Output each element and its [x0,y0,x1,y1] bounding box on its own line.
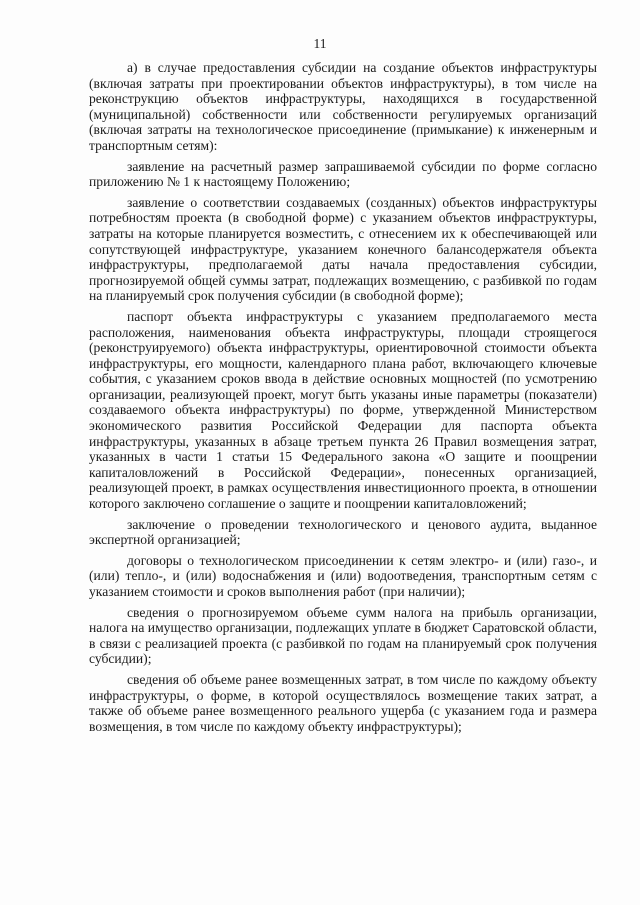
paragraph-tax-forecast: сведения о прогнозируемом объеме сумм налога на прибыль организации, налога на имущество организации, подлежащих уплате в бюджет Саратовской области, в связи с реализацией проекта (с разбивкой по годам на планируемый срок получения субсидии); [89,604,597,667]
paragraph-compliance-statement: заявление о соответствии создаваемых (созданных) объектов инфраструктуры потребностям проекта (в свободной форме) с указанием объектов инфраструктуры, затраты на которые планируется возместить, с отнесением их к обеспечивающей или сопутствующей инфраструктуре, указанием конечного балансодержателя объекта инфраструктуры, предполагаемой даты начала предоставления субсидии, прогнозируемой общей суммы затрат, подлежащих возмещению, с разбивкой по годам на планируемый срок получения субсидии (в свободной форме); [89,194,597,304]
paragraph-connection-contracts: договоры о технологическом присоединении к сетям электро- и (или) газо-, и (или) тепло-, и (или) водоснабжения и (или) водоотведения, транспортным сетям с указанием стоимости и сроков выполнения работ (при наличии); [89,552,597,599]
page-number: 11 [313,36,327,51]
paragraph-prior-reimbursements: сведения об объеме ранее возмещенных затрат, в том числе по каждому объекту инфраструктуры, о форме, в которой осуществлялось возмещение таких затрат, а также об объеме ранее возмещенного реального ущерба (с указанием года и размера возмещения, в том числе по каждому объекту инфраструктуры); [89,671,597,734]
paragraph-infrastructure-passport: паспорт объекта инфраструктуры с указанием предполагаемого места расположения, наименования объекта инфраструктуры, площади строящегося (реконструируемого) объекта инфраструктуры, ориентировочной стоимости объекта инфраструктуры, его мощности, календарного плана работ, включающего ключевые события, с указанием сроков ввода в действие основных мощностей (по усмотрению организации, реализующей проект, могут быть указаны иные параметры (показатели) создаваемого объекта инфраструктуры) по форме, утвержденной Министерством экономического развития Российской Федерации для паспорта объекта инфраструктуры, указанных в абзаце третьем пункта 26 Правил возмещения затрат, указанных в части 1 статьи 15 Федерального закона «О защите и поощрении капиталовложений в Российской Федерации», понесенных организацией, реализующей проект, в рамках осуществления инвестиционного проекта, в отношении которого заключено соглашение о защите и поощрении капиталовложений; [89,308,597,512]
document-body [89,60,597,739]
paragraph-subsidy-application: заявление на расчетный размер запрашиваемой субсидии по форме согласно приложению № 1 к настоящему Положению; [89,158,597,190]
paragraph-infrastructure-subsidy-case: а) в случае предоставления субсидии на создание объектов инфраструктуры (включая затраты при проектировании объектов инфраструктуры), в том числе на реконструкцию объектов инфраструктуры, находящихся в государственной (муниципальной) собственности или собственности регулируемых организаций (включая затраты на технологическое присоединение (примыкание) к инженерным и транспортным сетям): [89,60,597,153]
paragraph-audit-conclusion: заключение о проведении технологического и ценового аудита, выданное экспертной организацией; [89,516,597,548]
